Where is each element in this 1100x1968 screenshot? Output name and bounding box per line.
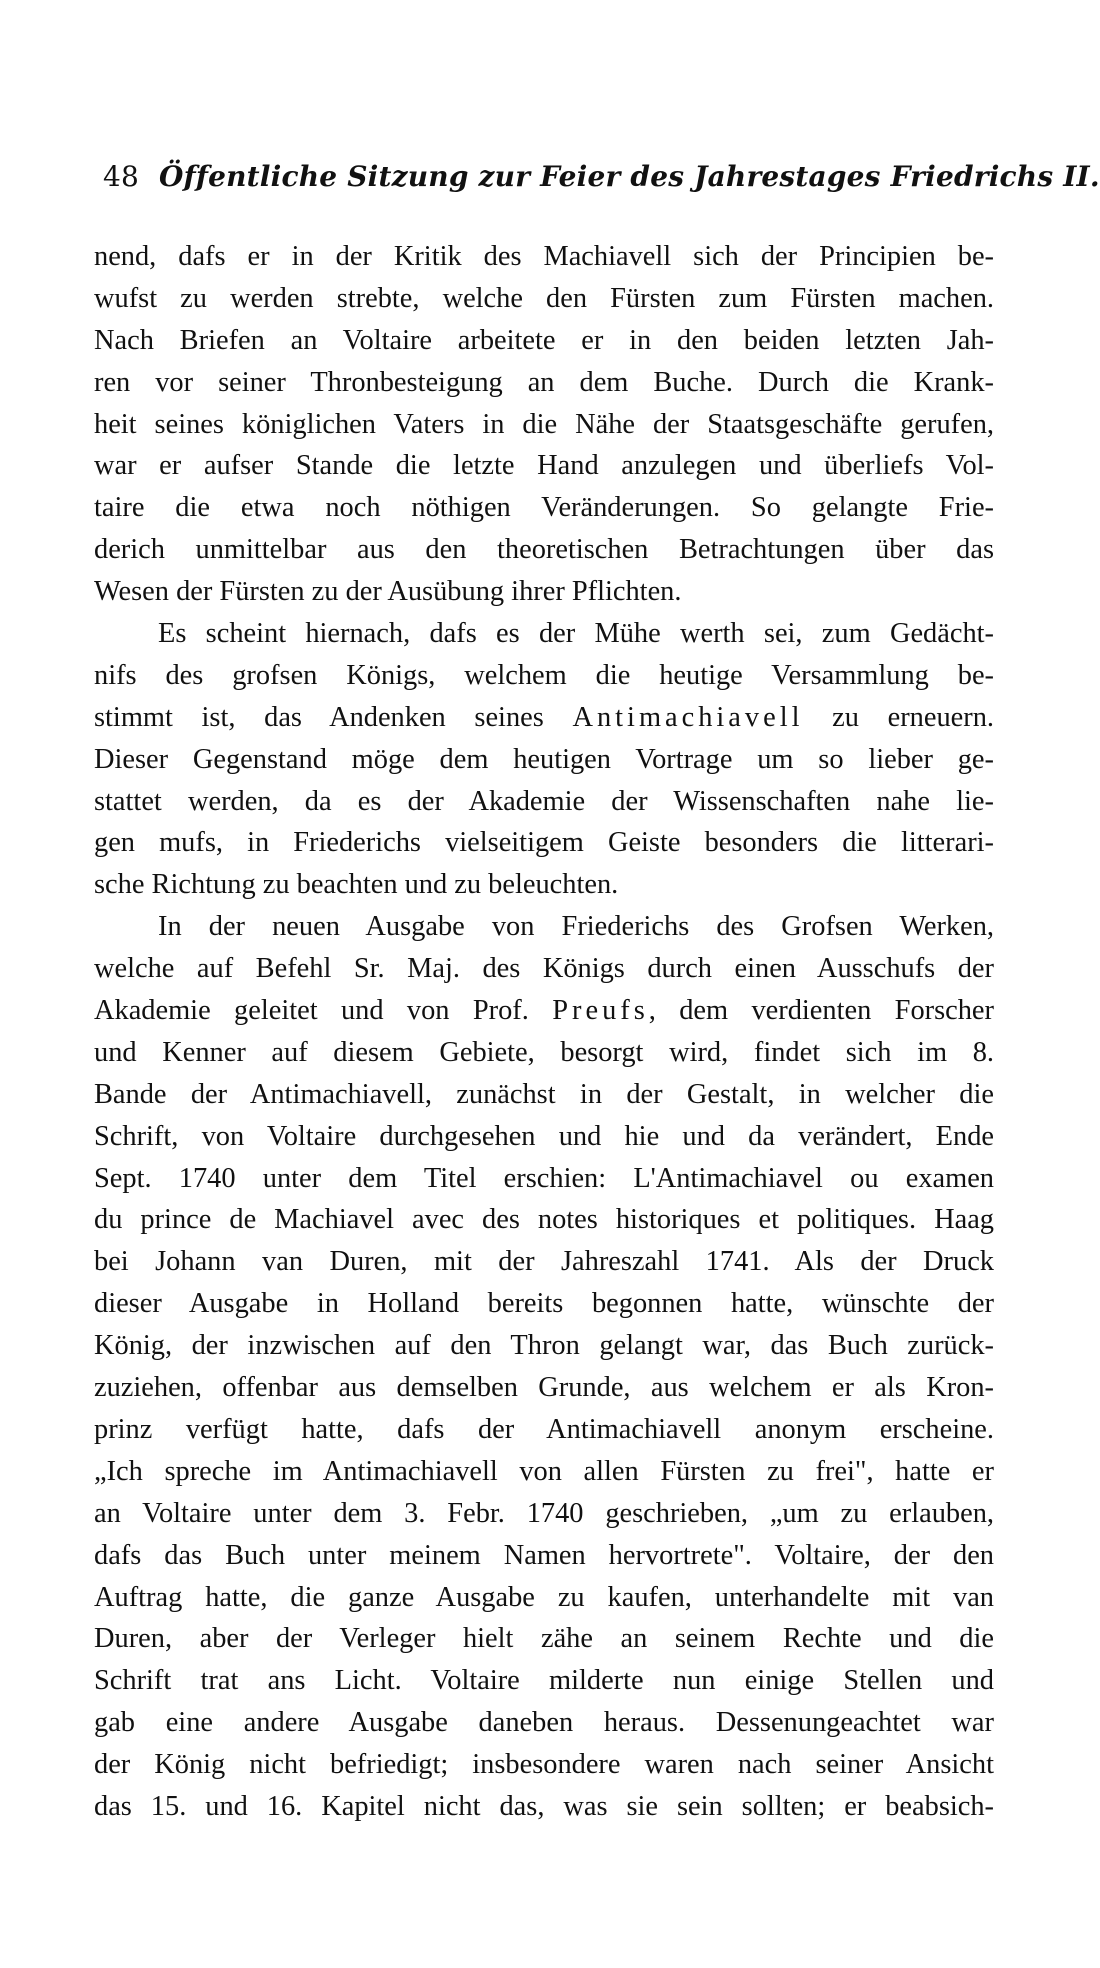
text-line: Dieser Gegenstand möge dem heutigen Vortrage um so lieber ge- [94, 743, 994, 775]
text-line: der König nicht befriedigt; insbesondere waren nach seiner Ansicht [94, 1749, 994, 1781]
text-line: ren vor seiner Thronbesteigung an dem Buche. Durch die Krank- [94, 366, 994, 398]
text-line: Duren, aber der Verleger hielt zähe an seinem Rechte und die [94, 1623, 994, 1655]
text-line: Schrift, von Voltaire durchgesehen und hie und da verändert, Ende [94, 1120, 994, 1152]
text-line: Nach Briefen an Voltaire arbeitete er in den beiden letzten Jah- [94, 324, 994, 356]
running-head-title: Öffentliche Sitzung zur Feier des Jahrestages Friedrichs II. [158, 160, 1100, 193]
text-line: und Kenner auf diesem Gebiete, besorgt wird, findet sich im 8. [94, 1036, 994, 1068]
text-line: du prince de Machiavel avec des notes historiques et politiques. Haag [94, 1204, 994, 1236]
text-line: welche auf Befehl Sr. Maj. des Königs durch einen Ausschufs der [94, 953, 994, 985]
text-line: stimmt ist, das Andenken seines Antimachiavell zu erneuern. [94, 701, 995, 733]
letterspaced-name: Antimachiavell [572, 701, 804, 733]
text-line: Auftrag hatte, die ganze Ausgabe zu kaufen, unterhandelte mit van [94, 1581, 994, 1613]
text-line: Akademie geleitet und von Prof. Preufs, dem verdienten Forscher [94, 995, 994, 1027]
text-line: dafs das Buch unter meinem Namen hervortrete". Voltaire, der den [94, 1539, 994, 1571]
text-line: nend, dafs er in der Kritik des Machiavell sich der Principien be- [94, 241, 994, 272]
text-line: das 15. und 16. Kapitel nicht das, was sie sein sollten; er beabsich- [94, 1790, 994, 1822]
text-line: dieser Ausgabe in Holland bereits begonnen hatte, wünschte der [94, 1288, 994, 1320]
body-text [94, 236, 994, 1828]
letterspaced-name: Preufs [552, 995, 649, 1027]
text-line: wufst zu werden strebte, welche den Fürsten zum Fürsten machen. [94, 282, 994, 314]
text-line: prinz verfügt hatte, dafs der Antimachiavell anonym erscheine. [94, 1413, 994, 1445]
text-line: stattet werden, da es der Akademie der Wissenschaften nahe lie- [94, 785, 994, 817]
text-line: In der neuen Ausgabe von Friederichs des Grofsen Werken, [158, 911, 994, 943]
text-line: bei Johann van Duren, mit der Jahreszahl 1741. Als der Druck [94, 1246, 994, 1278]
text-line: war er aufser Stande die letzte Hand anzulegen und überliefs Vol- [94, 450, 994, 482]
text-line: an Voltaire unter dem 3. Febr. 1740 geschrieben, „um zu erlauben, [94, 1497, 994, 1529]
text-line: sche Richtung zu beachten und zu beleuchten. [94, 869, 619, 901]
text-line: nifs des grofsen Königs, welchem die heutige Versammlung be- [94, 659, 994, 691]
running-head [103, 160, 1100, 193]
text-line: Bande der Antimachiavell, zunächst in der Gestalt, in welcher die [94, 1078, 994, 1110]
text-line: gen mufs, in Friederichs vielseitigem Geiste besonders die litterari- [94, 827, 994, 859]
text-line: Sept. 1740 unter dem Titel erschien: L'Antimachiavel ou examen [94, 1162, 994, 1194]
page-number: 48 [103, 160, 140, 193]
text-line: zuziehen, offenbar aus demselben Grunde, aus welchem er als Kron- [94, 1372, 994, 1404]
text-line: Schrift trat ans Licht. Voltaire milderte nun einige Stellen und [94, 1665, 994, 1697]
text-line: König, der inzwischen auf den Thron gelangt war, das Buch zurück- [94, 1330, 994, 1362]
text-line: derich unmittelbar aus den theoretischen Betrachtungen über das [94, 534, 994, 566]
text-line: gab eine andere Ausgabe daneben heraus. Dessenungeachtet war [94, 1707, 994, 1739]
text-line: „Ich spreche im Antimachiavell von allen Fürsten zu frei", hatte er [94, 1455, 994, 1487]
text-line: Wesen der Fürsten zu der Ausübung ihrer Pflichten. [94, 576, 682, 608]
text-line: taire die etwa noch nöthigen Veränderungen. So gelangte Frie- [94, 492, 994, 524]
text-line: Es scheint hiernach, dafs es der Mühe werth sei, zum Gedächt- [158, 618, 994, 650]
text-line: heit seines königlichen Vaters in die Nähe der Staatsgeschäfte gerufen, [94, 408, 994, 440]
